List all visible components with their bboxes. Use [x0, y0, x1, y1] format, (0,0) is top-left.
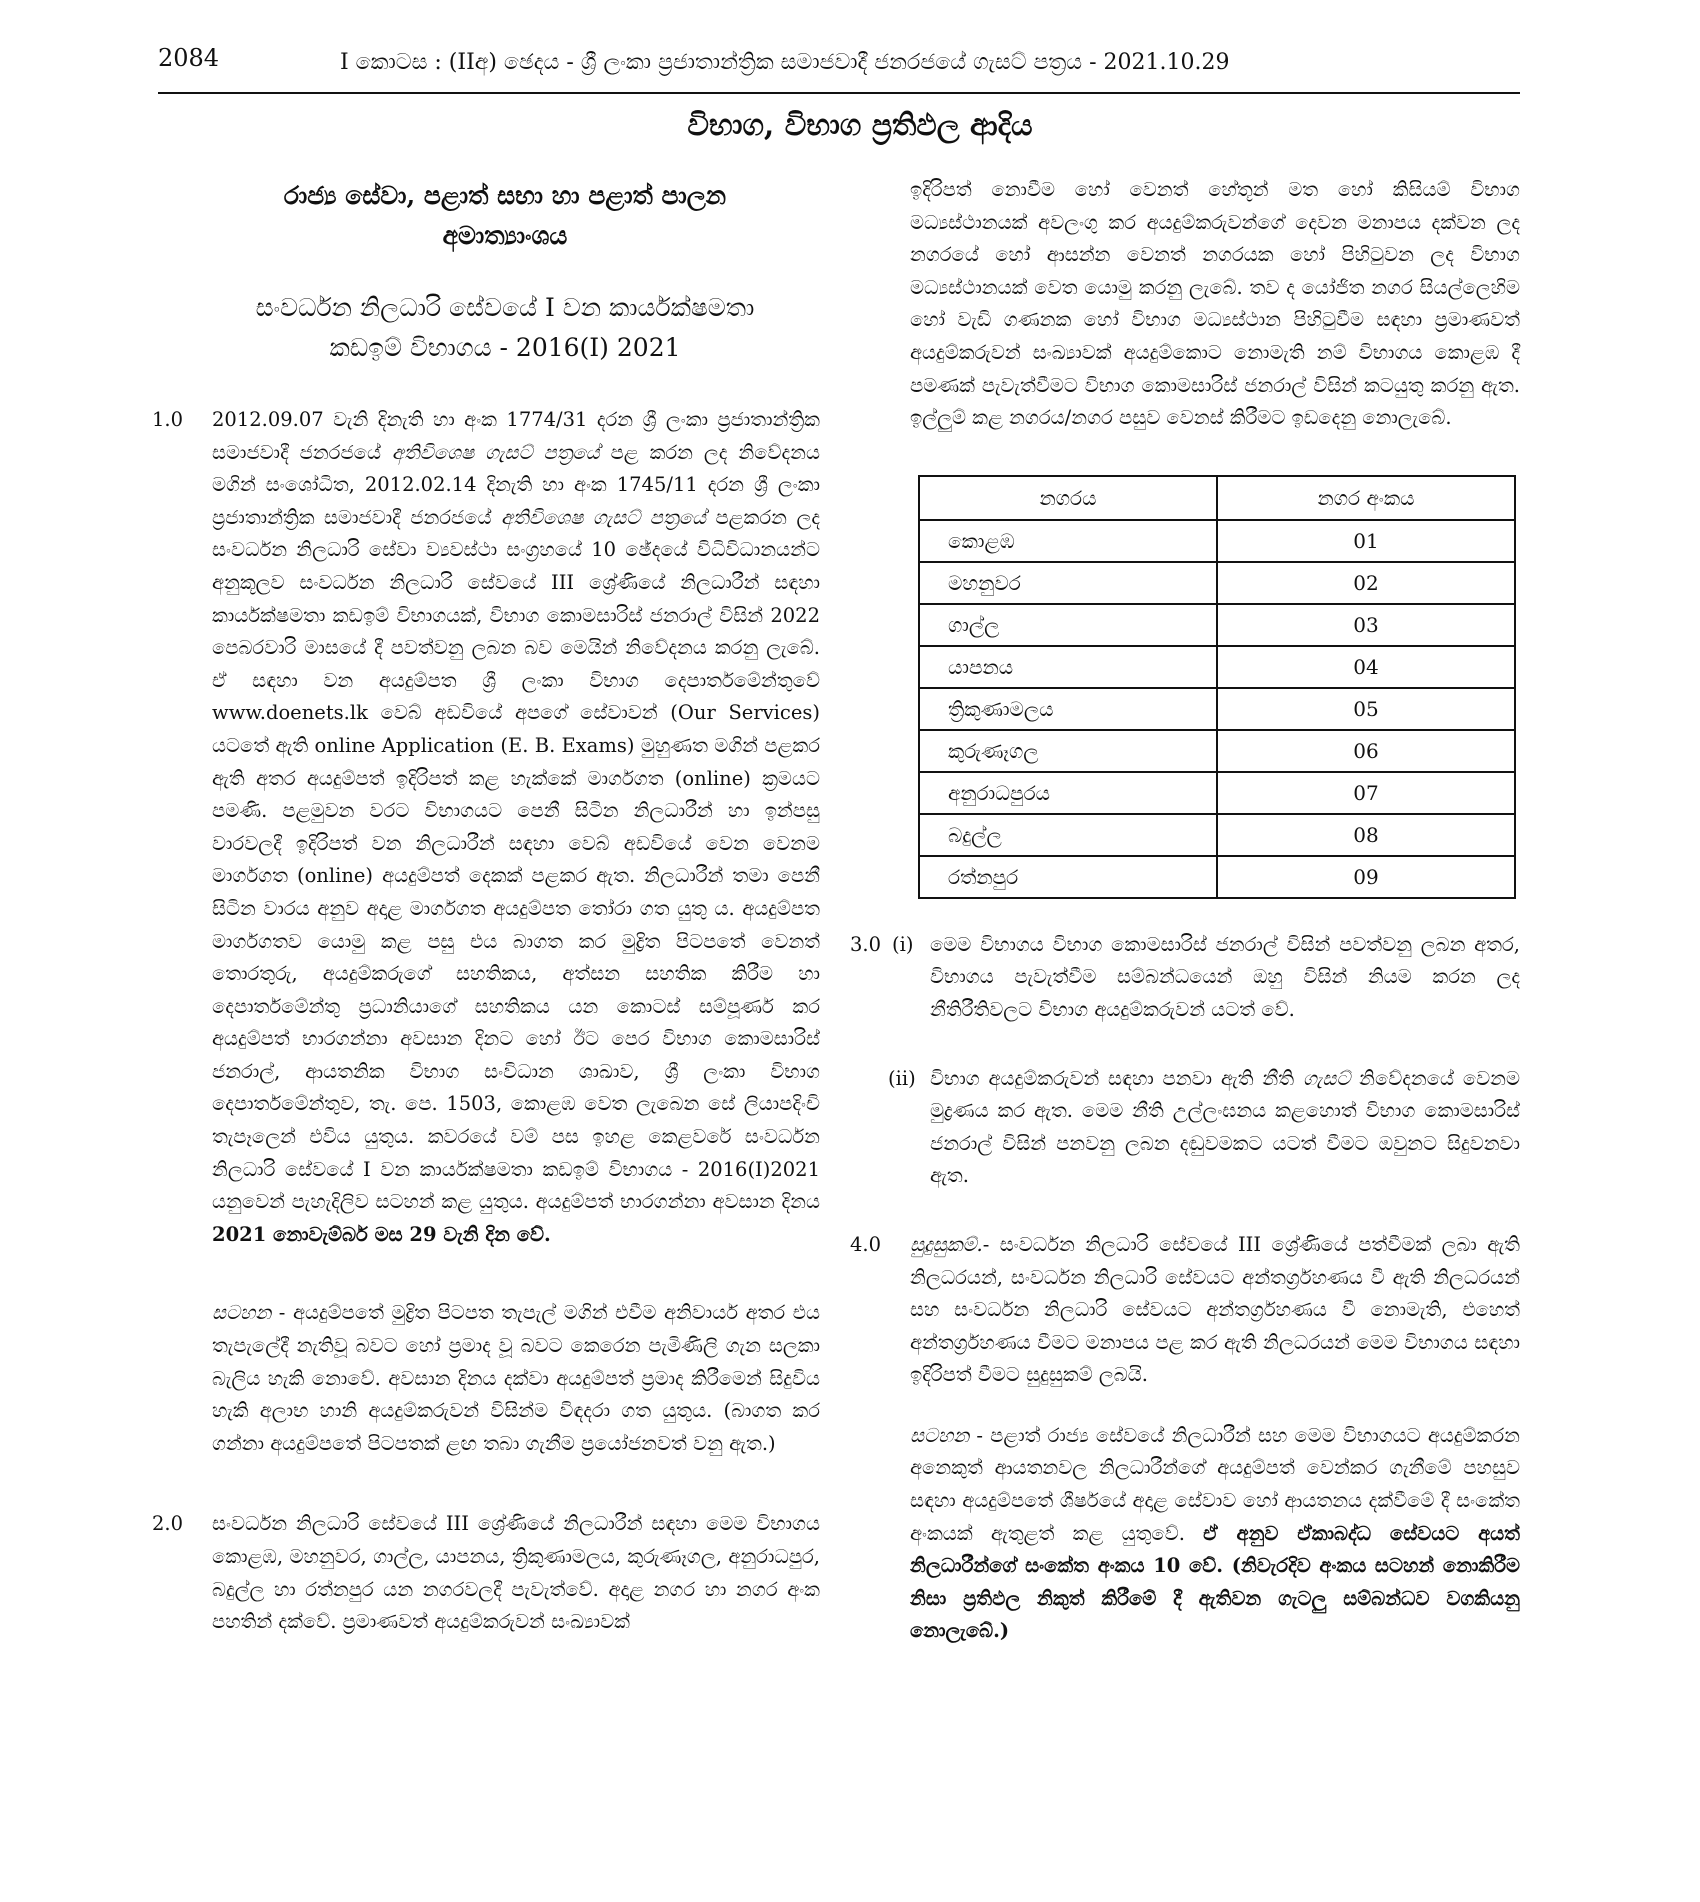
ministry-line-1: රාජ්‍ය සේවා, පළාත් සභා හා පළාත් පාලන — [283, 181, 727, 210]
city-code: 04 — [1217, 646, 1515, 688]
note-1-text: - අයදුම්පතේ මුද්‍රිත පිටපත තැපැල් මගින් එවීම අනිවාර්ය අතර එය තැපැලේදී නැතිවූ බවට හෝ ප්‍රමාද වූ බවට කෙරෙන පැමිණිලි ගැන සලකා බැලිය හැකි නොවේ. අවසාන දිනය දක්වා අයදුම්පත් ප්‍රමාද කිරීමෙන් සිදුවිය හැකි අලාභ හානි අයදුම්කරුවන් විසින්ම විඳදරා ගත යුතුය. (බාගත කර ගන්නා අයදුම්පතේ පිටපතක් ළඟ තබා ගැනීම ප්‍රයෝජනවත් වනු ඇත.) — [212, 1301, 820, 1455]
ministry-line-2: අමාත්‍යාංශය — [442, 221, 568, 250]
paragraph-3 — [848, 929, 1520, 1027]
table-header-row — [919, 476, 1515, 520]
table-header-code: නගර අංකය — [1217, 476, 1515, 520]
note-1-label: සටහන — [212, 1301, 272, 1325]
table-row — [919, 604, 1515, 646]
paragraph-3-ii-label: (ii) — [888, 1066, 916, 1090]
p3-ii-segment-a: විභාග අයදුම්කරුවන් සඳහා පනවා ඇති නීති — [930, 1066, 1303, 1090]
city-code: 09 — [1217, 856, 1515, 898]
paragraph-2 — [150, 1508, 820, 1638]
paragraph-4 — [848, 1229, 1520, 1392]
table-header-city: නගරය — [919, 476, 1217, 520]
table-row — [919, 772, 1515, 814]
table-row — [919, 814, 1515, 856]
p1-segment-b: පළ කරන ලද නිවේදනය මගින් සංශෝධිත, 2012.02.14 දිනැති හා අංක 1745/11 දරන ශ්‍රී ලංකා ප්‍රජාතාන්ත්‍රික සමාජවාදී ජනරජයේ — [212, 440, 820, 529]
note-2 — [848, 1420, 1520, 1648]
note-2-label: සටහන — [910, 1423, 970, 1447]
ministry-heading — [190, 176, 820, 256]
exam-line-2: කඩඉම් විභාගය - 2016(I) 2021 — [329, 333, 681, 362]
city-name: බදුල්ල — [919, 814, 1217, 856]
paragraph-2-number: 2.0 — [152, 1512, 184, 1536]
table-row — [919, 688, 1515, 730]
exam-heading — [190, 288, 820, 368]
table-row — [919, 730, 1515, 772]
left-column — [150, 176, 820, 1639]
paragraph-3-i-text: මෙම විභාගය විභාග කොමසාරිස් ජනරාල් විසින් පවත්වනු ලබන අතර, විභාගය පැවැත්වීම සම්බන්ධයෙන් ඔහු විසින් නියම කරන ලද නීතිරීතිවලට විභාග අයදුම්කරුවන් යටත් වේ. — [930, 932, 1520, 1021]
p1-segment-c: පළකරන ලද සංවර්ධන නිලධාරි සේවා ව්‍යවස්ථා සංග්‍රහයේ 10 ඡේදයේ විධිවිධානයන්ට අනුකූලව සංවර්ධන නිලධාරි සේවයේ III ශ්‍රේණියේ නිලධාරීන් සඳහා කාර්යක්ෂමතා කඩඉම් විභාගයක්, විභාග කොමසාරිස් ජනරාල් විසින් 2022 පෙබරවාරි මාසයේ දී පවත්වනු ලබන බව මෙයින් නිවේදනය කරනු ලැබේ. ඒ සඳහා වන අයදුම්පත ශ්‍රී ලංකා විභාග දෙපාර්තමේන්තුවේ www.doenets.lk වෙබ් අඩවියේ අපගේ සේවාවන් (Our Services) යටතේ ඇති online Application (E. B. Exams) මුහුණත මගින් පළකර ඇති අතර අයදුම්පත් ඉදිරිපත් කළ හැක්කේ මාර්ගගත (online) ක්‍රමයට පමණි. පළමුවන වරට විභාගයට පෙනී සිටින නිලධාරීන් හා ඉන්පසු වාරවලදී ඉදිරිපත් වන නිලධාරීන් සඳහා වෙබ් අඩවියේ වෙන වෙනම මාර්ගගත (online) අයදුම්පත් දෙකක් පළකර ඇත. නිලධාරීන් තමා පෙනී සිටින වාරය අනුව අදාළ මාර්ගගත අයදුම්පත තෝරා ගත යුතු ය. අයදුම්පත මාර්ගගතව යොමු කළ පසු එය බාගත කර මුද්‍රිත පිටපතේ වෙනත් තොරතුරු, අයදුම්කරුගේ සහතිකය, අත්සන සහතික කිරීම හා දෙපාර්තමේන්තු ප්‍රධානියාගේ සහතිකය යන කොටස් සම්පූර්ණ කර අයදුම්පත් භාරගන්නා අවසාන දිනට හෝ ඊට පෙර විභාග කොමසාරිස් ජනරාල්, ආයතනික විභාග සංවිධාන ශාඛාව, ශ්‍රී ලංකා විභාග දෙපාර්තමේන්තුව, තැ. පෙ. 1503, කොළඹ වෙත ලැබෙන සේ ලියාපදිංචි තැපෑලෙන් එවිය යුතුය. කවරයේ වම් පස ඉහළ කෙළවරේ සංවර්ධන නිලධාරි සේවයේ I වන කාර්යක්ෂමතා කඩඉම් විභාගය - 2016(I)2021 යනුවෙන් පැහැදිලිව සටහන් කළ යුතුය. අයදුම්පත් භාරගන්නා අවසාන දිනය — [212, 505, 821, 1214]
city-name: ගාල්ල — [919, 604, 1217, 646]
table-row — [919, 520, 1515, 562]
city-code: 01 — [1217, 520, 1515, 562]
paragraph-3-ii-text — [930, 1063, 1520, 1193]
section-title: විභාග, විභාග ප්‍රතිඵල ආදිය — [687, 108, 1033, 143]
p3-ii-segment-b: නිවේදනයේ වෙනම මුද්‍රණය කර ඇත. මෙම නීති උල්ලංඝනය කළහොත් විභාග කොමසාරිස් ජනරාල් විසින් පනවනු ලබන දඬුවමකට යටත් වීමට ඔවුනට සිදුවනවා ඇත. — [930, 1066, 1520, 1188]
paragraph-3-i-label: (i) — [892, 932, 914, 956]
paragraph-3-ii — [848, 1063, 1520, 1193]
qualifications-label: සුදුසුකම්. — [910, 1232, 983, 1256]
gazette-header-title: I කොටස : (IIඅ) ඡෙදය - ශ්‍රී ලංකා ප්‍රජාතාන්ත්‍රික සමාජවාදී ජනරජයේ ගැසට් පත්‍රය - 2021.10.29 — [340, 50, 1230, 75]
city-code: 07 — [1217, 772, 1515, 814]
paragraph-4-text — [910, 1229, 1520, 1392]
city-name: යාපනය — [919, 646, 1217, 688]
city-name: අනුරාධපුරය — [919, 772, 1217, 814]
p1-segment-a: 2012.09.07 වැනි දිනැති හා අංක 1774/31 දරන ශ්‍රී ලංකා ප්‍රජාතාන්ත්‍රික සමාජවාදී ජනරජයේ — [212, 408, 820, 464]
city-name: කොළඹ — [919, 520, 1217, 562]
note-2-text: - පළාත් රාජ්‍ය සේවයේ නිලධාරීන් සහ මෙම විභාගයට අයදුම්කරන අනෙකුත් ආයතනවල නිලධාරීන්ගේ අයදුම්පත් වෙන්කර ගැනීමේ පහසුව සඳහා අයදුම්පතේ ශීර්ෂයේ අදාළ සේවාව හෝ ආයතනය දක්වීමේ දී සංකේත අංකයක් ඇතුළත් කළ යුතුවේ. — [910, 1423, 1520, 1545]
p3-ii-gazette-italic: ගැසට් — [1302, 1066, 1351, 1090]
city-code: 05 — [1217, 688, 1515, 730]
p1-gazette-italic-b: අතිවිශෙෂ ගැසට් පත්‍රයේ — [501, 505, 707, 529]
city-code: 02 — [1217, 562, 1515, 604]
city-name: රත්නපුර — [919, 856, 1217, 898]
exam-line-1: සංවර්ධන නිලධාරි සේවයේ I වන කාර්යක්ෂමතා — [255, 293, 755, 322]
right-column — [848, 174, 1520, 1648]
city-name: ත්‍රිකුණාමලය — [919, 688, 1217, 730]
paragraph-2-continued: ඉදිරිපත් නොවීම හෝ වෙනත් හේතූන් මත හෝ කිසියම් විභාග මධ්‍යස්ථානයක් අවලංගු කර අයදුම්කරුවන්ගේ දෙවන මනාපය දක්වන ලද නගරයේ හෝ ආසන්න වෙනත් නගරයක හෝ පිහිටුවන ලද විභාග මධ්‍යස්ථානයක් වෙත යොමු කරනු ලැබේ. තව ද යෝජිත නගර සියල්ලෙහිම හෝ වැඩි ගණනක හෝ විභාග මධ්‍යස්ථාන පිහිටුවීම සඳහා ප්‍රමාණවත් අයදුම්කරුවන් සංඛ්‍යාවක් අයදුම්කොට නොමැති නම් විභාගය කොළඹ දී පමණක් පැවැත්වීමට විභාග කොමසාරිස් ජනරාල් විසින් කටයුතු කරනු ඇත. ඉල්ලුම් කළ නගරය/නගර පසුව වෙනස් කිරීමට ඉඩදෙනු නොලැබේ. — [910, 178, 1520, 430]
note-2-body — [910, 1420, 1520, 1648]
table-row — [919, 562, 1515, 604]
table-row — [919, 646, 1515, 688]
city-code: 03 — [1217, 604, 1515, 646]
header-divider — [158, 92, 1520, 94]
paragraph-1-number: 1.0 — [152, 408, 184, 431]
table-row — [919, 856, 1515, 898]
city-code: 06 — [1217, 730, 1515, 772]
paragraph-3-number: 3.0 — [850, 932, 882, 956]
paragraph-4-number: 4.0 — [850, 1232, 882, 1256]
city-name: කුරුණෑගල — [919, 730, 1217, 772]
qualifications-text: - සංවර්ධන නිලධාරි සේවයේ III ශ්‍රේණියේ පත්වීමක් ලබා ඇති නිලධරයන්, සංවර්ධන නිලධාරි සේවයට අන්තර්ග්‍රහණය වී ඇති නිලධරයන් සහ සංවර්ධන නිලධාරි සේවයට අන්තර්ග්‍රහණය වී නොමැති, එහෙත් අන්තර්ග්‍රහණය වීමට මනාපය පළ කර ඇති නිලධරයන් මෙම විභාගය සඳහා ඉදිරිපත් වීමට සුදුසුකම් ලබයි. — [910, 1232, 1520, 1387]
note-2-bold-text: ඒ අනුව ඒකාබද්ධ සේවයට අයත් නිලධාරීන්ගේ සංකේත අංකය 10 වේ. (නිවැරදිව අංකය සටහන් නොකිරීම නිසා ප්‍රතිඵල නිකුත් කිරීමේ දී ඇතිවන ගැටලු සම්බන්ධව වගකියනු නොලැබේ.) — [910, 1521, 1520, 1643]
paragraph-1-text — [212, 404, 820, 1251]
paragraph-1 — [150, 404, 820, 1251]
note-1 — [212, 1297, 820, 1460]
paragraph-2-text: සංවර්ධන නිලධාරි සේවයේ III ශ්‍රේණියේ නිලධාරීන් සඳහා මෙම විභාගය කොළඹ, මහනුවර, ගාල්ල, යාපනය, ත්‍රිකුණාමලය, කුරුණෑගල, අනුරාධපුර, බදුල්ල හා රත්නපුර යන නගරවලදී පැවැත්වේ. අදාළ නගර හා නගර අංක පහතින් දක්වේ. ප්‍රමාණවත් අයදුම්කරුවන් සංඛ්‍යාවක් — [212, 1512, 820, 1634]
p1-gazette-italic-a: අතිවිශෙෂ ගැසට් පත්‍රයේ — [391, 440, 600, 464]
city-name: මහනුවර — [919, 562, 1217, 604]
city-code-table — [918, 475, 1516, 899]
page-number: 2084 — [158, 44, 220, 72]
city-code: 08 — [1217, 814, 1515, 856]
p1-closing-date: 2021 නොවැම්බර් මස 29 වැනි දින වේ. — [212, 1222, 551, 1246]
